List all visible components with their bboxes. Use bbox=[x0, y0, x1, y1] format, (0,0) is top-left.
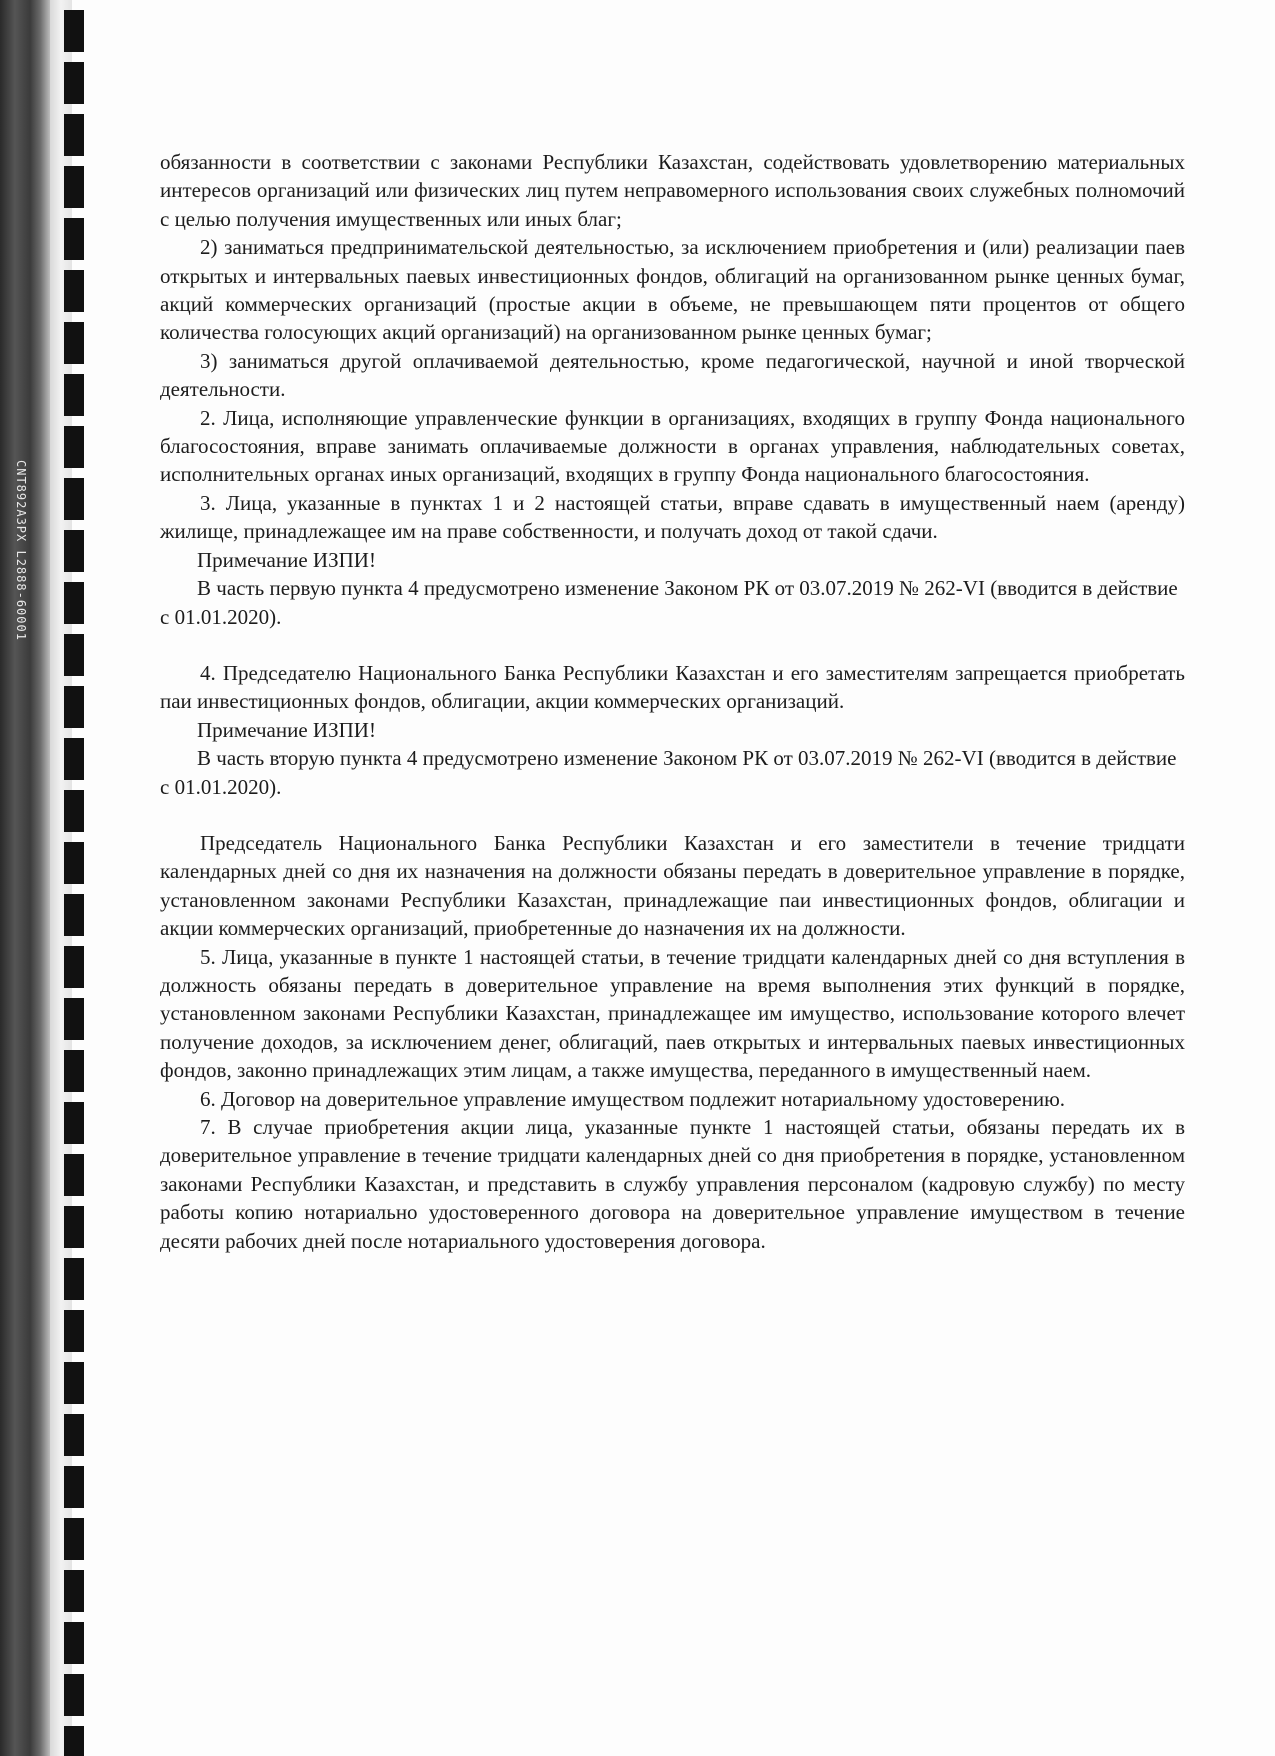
binding-hole bbox=[64, 114, 84, 156]
paragraph-point-5: 5. Лица, указанные в пункте 1 настоящей статьи, в течение тридцати календарных дней со дня вступления в должность обязаны передать в доверительное управление на время выполнения этих функций в порядке, установленном законами Республики Казахстан, принадлежащее им имущество, использование которого влечет получение доходов, за исключением денег, облигаций, паев открытых и интервальных паевых инвестиционных фондов, законно принадлежащих этим лицам, а также имущества, переданного в имущественный наем. bbox=[160, 944, 1185, 1083]
binding-hole bbox=[64, 842, 84, 884]
binding-hole bbox=[64, 1050, 84, 1092]
paragraph-point-2: 2. Лица, исполняющие управленческие функции в организациях, входящих в группу Фонда национального благосостояния, вправе занимать оплачиваемые должности в органах управления, наблюдательных советах, исполнительных органах иных организаций, входящих в группу Фонда национального благосостояния. bbox=[160, 405, 1185, 487]
paragraph-point-6: 6. Договор на доверительное управление имуществом подлежит нотариальному удостоверению. bbox=[200, 1086, 1066, 1111]
binding-hole bbox=[64, 166, 84, 208]
binding-hole bbox=[64, 530, 84, 572]
binding-hole bbox=[64, 478, 84, 520]
paragraph-point-7: 7. В случае приобретения акции лица, указанные пункте 1 настоящей статьи, обязаны передать их в доверительное управление в течение тридцати календарных дней со дня приобретения в порядке, установленном законами Республики Казахстан, и представить в службу управления персоналом (кадровую службу) по месту работы копию нотариально удостоверенного договора на доверительное управление имуществом в течение десяти рабочих дней после нотариального удостоверения договора. bbox=[160, 1115, 1185, 1253]
binding-hole bbox=[64, 62, 84, 104]
binding-hole bbox=[64, 10, 84, 52]
binding-hole bbox=[64, 218, 84, 260]
paragraph-item-3: 3) заниматься другой оплачиваемой деятельностью, кроме педагогической, научной и иной творческой деятельности. bbox=[160, 348, 1185, 402]
binding-hole bbox=[64, 894, 84, 936]
binding-hole bbox=[64, 1102, 84, 1144]
binding-hole bbox=[64, 1258, 84, 1300]
binding-hole bbox=[64, 1570, 84, 1612]
binding-hole bbox=[64, 790, 84, 832]
binding-hole bbox=[64, 634, 84, 676]
paragraph-continuation: обязанности в соответствии с законами Республики Казахстан, содействовать удовлетворению материальных интересов организаций или физических лиц путем неправомерного использования своих служебных полномочий с целью получения имущественных или иных благ; bbox=[160, 150, 1185, 231]
binding-hole bbox=[64, 998, 84, 1040]
binding-hole bbox=[64, 946, 84, 988]
scanner-edge-strip bbox=[0, 0, 50, 1756]
binding-hole bbox=[64, 1206, 84, 1248]
binding-hole bbox=[64, 1726, 84, 1756]
binding-hole bbox=[64, 1674, 84, 1716]
binding-hole bbox=[64, 1414, 84, 1456]
paragraph-item-2: 2) заниматься предпринимательской деятельностью, за исключением приобретения и (или) реализации паев открытых и интервальных паевых инвестиционных фондов, облигаций на организованном рынке ценных бумаг, акций коммерческих организаций (простые акции в объеме, не превышающем пяти процентов от общего количества голосующих акций организаций) на организованном рынке ценных бумаг; bbox=[160, 235, 1185, 345]
document-text bbox=[160, 148, 1185, 1255]
binding-hole bbox=[64, 738, 84, 780]
note-text-1: В часть первую пункта 4 предусмотрено изменение Законом РК от 03.07.2019 № 262-VI (вводится в действие с 01.01.2020). bbox=[160, 576, 1178, 629]
paragraph-point-4: 4. Председателю Национального Банка Республики Казахстан и его заместителям запрещается приобретать паи инвестиционных фондов, облигации, акции коммерческих организаций. bbox=[160, 660, 1185, 714]
binding-hole bbox=[64, 270, 84, 312]
binding-hole bbox=[64, 1154, 84, 1196]
note-heading-1: Примечание ИЗПИ! bbox=[197, 547, 376, 572]
binding-hole bbox=[64, 686, 84, 728]
note-text-2: В часть вторую пункта 4 предусмотрено изменение Законом РК от 03.07.2019 № 262-VI (вводится в действие с 01.01.2020). bbox=[160, 746, 1177, 799]
paragraph-point-3: 3. Лица, указанные в пунктах 1 и 2 настоящей статьи, вправе сдавать в имущественный наем (аренду) жилище, принадлежащее им на праве собственности, и получать доход от такой сдачи. bbox=[160, 490, 1185, 544]
binding-hole bbox=[64, 582, 84, 624]
binding-hole bbox=[64, 1362, 84, 1404]
binding-hole bbox=[64, 1622, 84, 1664]
binding-hole bbox=[64, 426, 84, 468]
binding-hole bbox=[64, 1518, 84, 1560]
spacer bbox=[160, 801, 1185, 829]
binding-hole bbox=[64, 322, 84, 364]
spacer bbox=[160, 631, 1185, 659]
binding-hole bbox=[64, 1466, 84, 1508]
binding-hole bbox=[64, 374, 84, 416]
note-heading-2: Примечание ИЗПИ! bbox=[197, 717, 376, 742]
scanner-label: CNT892A3PX L2888-60001 bbox=[14, 460, 28, 641]
paragraph-point-4-part-2: Председатель Национального Банка Республики Казахстан и его заместители в течение тридцати календарных дней со дня их назначения на должности обязаны передать в доверительное управление в порядке, установленном законами Республики Казахстан, принадлежащие паи инвестиционных фондов, облигации и акции коммерческих организаций, приобретенные до назначения их на должности. bbox=[160, 830, 1185, 941]
binding-hole bbox=[64, 1310, 84, 1352]
